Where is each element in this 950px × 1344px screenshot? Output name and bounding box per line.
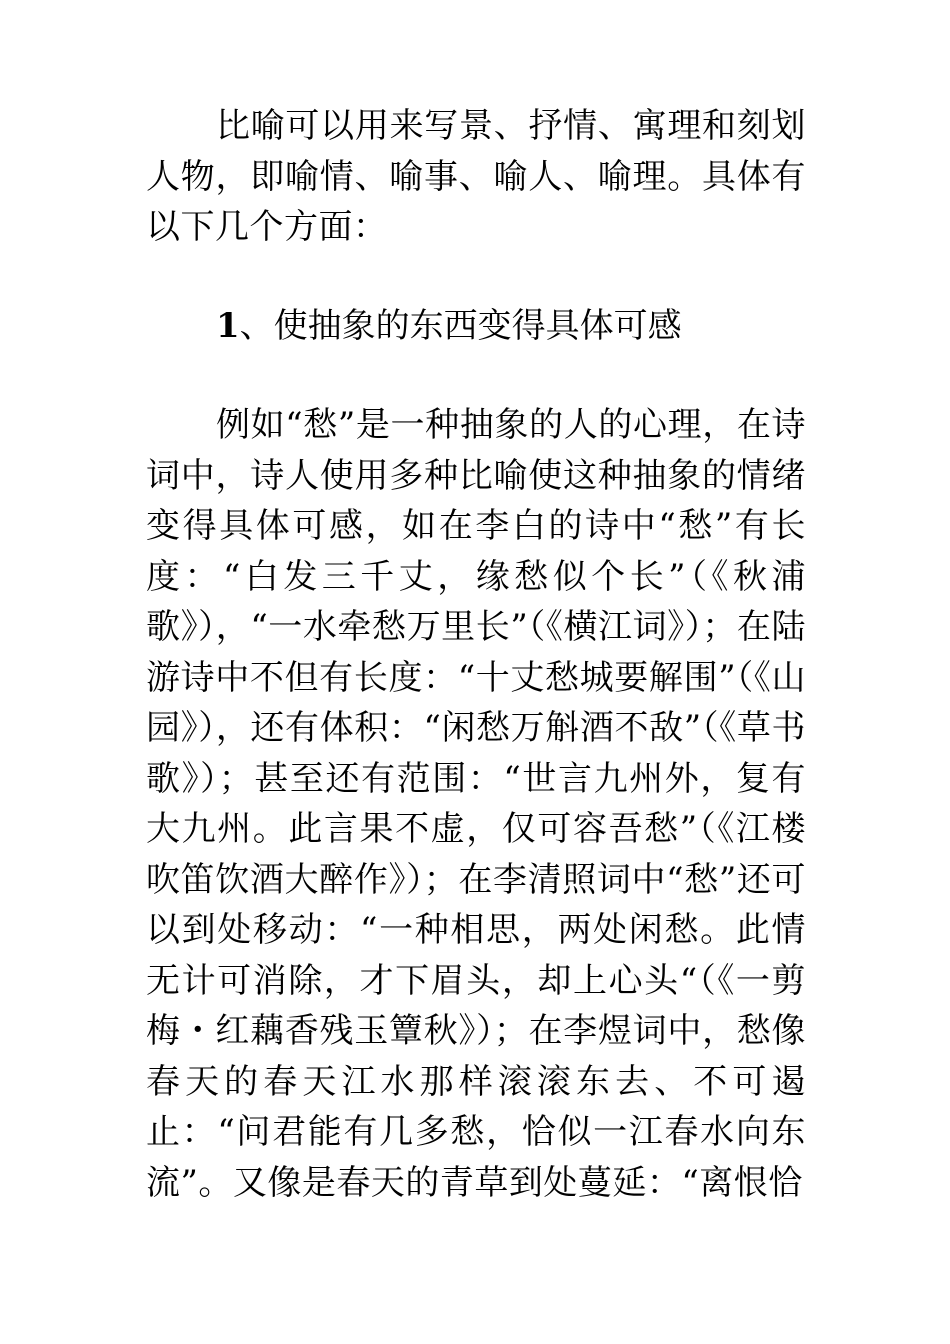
body-paragraph: 例如“愁”是一种抽象的人的心理，在诗词中，诗人使用多种比喻使这种抽象的情绪变得具体可感，如在李白的诗中“愁”有长度：“白发三千丈，缘愁似个长”（《秋浦歌》），“一水牵愁万里长”（《横江词》）；在陆游诗中不但有长度：“十丈愁城要解围”（《山园》），还有体积：“闲愁万斛酒不敌”（《草书歌》）；甚至还有范围：“世言九州外，复有大九州。此言果不虚，仅可容吾愁”（《江楼吹笛饮酒大醉作》）；在李清照词中“愁”还可以到处移动：“一种相思，两处闲愁。此情无计可消除，才下眉头，却上心头“（《一剪梅・红藕香残玉簟秋》）；在李煜词中，愁像春天的春天江水那样滚滚东去、不可遏止：“问君能有几多愁，恰似一江春水向东流”。又像是春天的青草到处蔓延：“离恨恰 bbox=[146, 405, 806, 1203]
intro-paragraph: 比喻可以用来写景、抒情、寓理和刻划人物，即喻情、喻事、喻人、喻理。具体有以下几个方面： bbox=[146, 106, 806, 247]
section-heading bbox=[216, 301, 682, 351]
section-heading-number: 1 bbox=[216, 306, 240, 346]
section-heading-text: 、使抽象的东西变得具体可感 bbox=[239, 306, 682, 346]
